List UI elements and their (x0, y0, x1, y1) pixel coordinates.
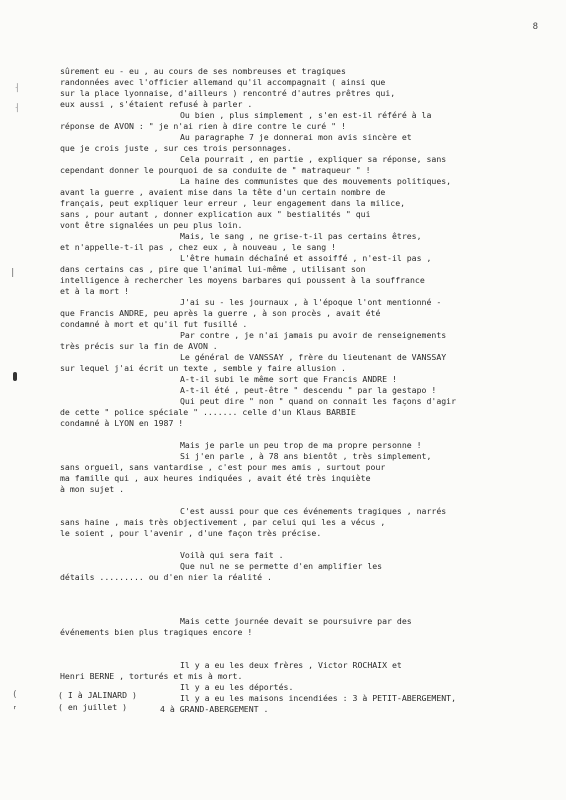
text-line: réponse de AVON : " je n'ai rien à dire contre le curé " ! (60, 121, 346, 131)
text-line: très précis sur la fin de AVON . (60, 341, 218, 351)
text-line (60, 594, 530, 605)
text-line: Il y a eu les maisons incendiées : 3 à PETIT-ABERGEMENT, (180, 693, 457, 703)
text-line: A-t-il été , peut-être " descendu " par la gestapo ! (180, 385, 437, 395)
text-line: intelligence à rechercher les moyens barbares qui poussent à la souffrance (60, 275, 425, 285)
body-text (60, 66, 530, 715)
page-number: 8 (532, 22, 538, 32)
text-line: le soient , pour l'avenir , d'une façon très précise. (60, 528, 322, 538)
text-line: C'est aussi pour que ces événements tragiques , narrés (180, 506, 447, 516)
text-line: ma famille qui , aux heures indiquées , avait été très inquiète (60, 473, 371, 483)
text-line: Qui peut dire " non " quand on connait les façons d'agir (180, 396, 457, 406)
text-line: Henri BERNE , torturés et mis à mort. (60, 671, 243, 681)
text-line: Mais, le sang , ne grise-t-il pas certains êtres, (180, 231, 422, 241)
text-line: que Francis ANDRE, peu après la guerre , à son procès , avait été (60, 308, 381, 318)
text-line: Cela pourrait , en partie , expliquer sa réponse, sans (180, 154, 447, 164)
text-line: Si j'en parle , à 78 ans bientôt , très simplement, (180, 451, 432, 461)
text-line (60, 495, 530, 506)
text-line: 4 à GRAND-ABERGEMENT . (160, 704, 269, 714)
text-line: Par contre , je n'ai jamais pu avoir de renseignements (180, 330, 447, 340)
margin-mark: ⸡ (14, 103, 19, 113)
text-line: Voilà qui sera fait . (180, 550, 284, 560)
text-line: Au paragraphe 7 je donnerai mon avis sincère et (180, 132, 412, 142)
text-line: dans certains cas , pire que l'animal lui-même , utilisant son (60, 264, 366, 274)
text-line: sur la place lyonnaise, d'ailleurs ) rencontré d'autres prêtres qui, (60, 88, 396, 98)
text-line: L'être humain déchaîné et assoiffé , n'est-il pas , (180, 253, 432, 263)
text-line (60, 429, 530, 440)
margin-mark: | (10, 268, 16, 278)
text-line: événements bien plus tragiques encore ! (60, 627, 253, 637)
text-line (60, 638, 530, 649)
text-line: La haine des communistes que des mouvements politiques, (180, 176, 452, 186)
text-line: sans haine , mais très objectivement , par celui qui les a vécus , (60, 517, 386, 527)
text-line: Il y a eu les déportés. (180, 682, 294, 692)
text-line: randonnées avec l'officier allemand qu'il accompagnait ( ainsi que (60, 77, 386, 87)
text-line: vont être signalées un peu plus loin. (60, 220, 243, 230)
text-line: Que nul ne se permette d'en amplifier les (180, 561, 383, 571)
text-line: Le général de VANSSAY , frère du lieutenant de VANSSAY (180, 352, 447, 362)
side-note-line-1: I à JALINARD (67, 690, 128, 700)
side-note-line-2: en juillet (67, 702, 118, 712)
text-line: eux aussi , s'étaient refusé à parler . (60, 99, 253, 109)
text-line: Mais je parle un peu trop de ma propre personne ! (180, 440, 422, 450)
text-line: avant la guerre , avaient mise dans la tête d'un certain nombre de (60, 187, 386, 197)
text-line: Il y a eu les deux frères , Victor ROCHAIX et (180, 660, 402, 670)
margin-mark: ⸢ (12, 706, 18, 716)
text-line: Ou bien , plus simplement , s'en est-il référé à la (180, 110, 432, 120)
text-line: Mais cette journée devait se poursuivre par des (180, 616, 412, 626)
text-line: A-t-il subi le même sort que Francis ANDRE ! (180, 374, 397, 384)
text-line: sans orgueil, sans vantardise , c'est pour mes amis , surtout pour (60, 462, 386, 472)
text-line (60, 583, 530, 594)
text-line: détails ......... ou d'en nier la réalité . (60, 572, 272, 582)
margin-mark: ( (12, 690, 18, 700)
text-line (60, 539, 530, 550)
text-line: sûrement eu - eu , au cours de ses nombreuses et tragiques (60, 66, 346, 76)
text-line: condamné à mort et qu'il fut fusillé . (60, 319, 248, 329)
side-note: ( I à JALINARD ) ( en juillet ) (58, 690, 137, 712)
text-line: et à la mort ! (60, 286, 130, 296)
margin-mark: ⸡ (14, 83, 19, 93)
text-line: français, peut expliquer leur erreur , leur engagement dans la milice, (60, 198, 406, 208)
text-line: et n'appelle-t-il pas , chez eux , à nouveau , le sang ! (60, 242, 337, 252)
text-line: à mon sujet . (60, 484, 125, 494)
text-line: condamné à LYON en 1987 ! (60, 418, 184, 428)
text-line: sur lequel j'ai écrit un texte , semble y faire allusion . (60, 363, 346, 373)
text-line (60, 605, 530, 616)
text-line: cependant donner le pourquoi de sa conduite de " matraqueur " ! (60, 165, 371, 175)
text-line (60, 649, 530, 660)
text-line: de cette " police spéciale " ....... celle d'un Klaus BARBIE (60, 407, 356, 417)
margin-ink-blot (13, 372, 17, 381)
text-line: J'ai su - les journaux , à l'époque l'ont mentionné - (180, 297, 442, 307)
text-line: que je crois juste , sur ces trois personnages. (60, 143, 292, 153)
text-line: sans , pour autant , donner explication aux " bestialités " qui (60, 209, 371, 219)
